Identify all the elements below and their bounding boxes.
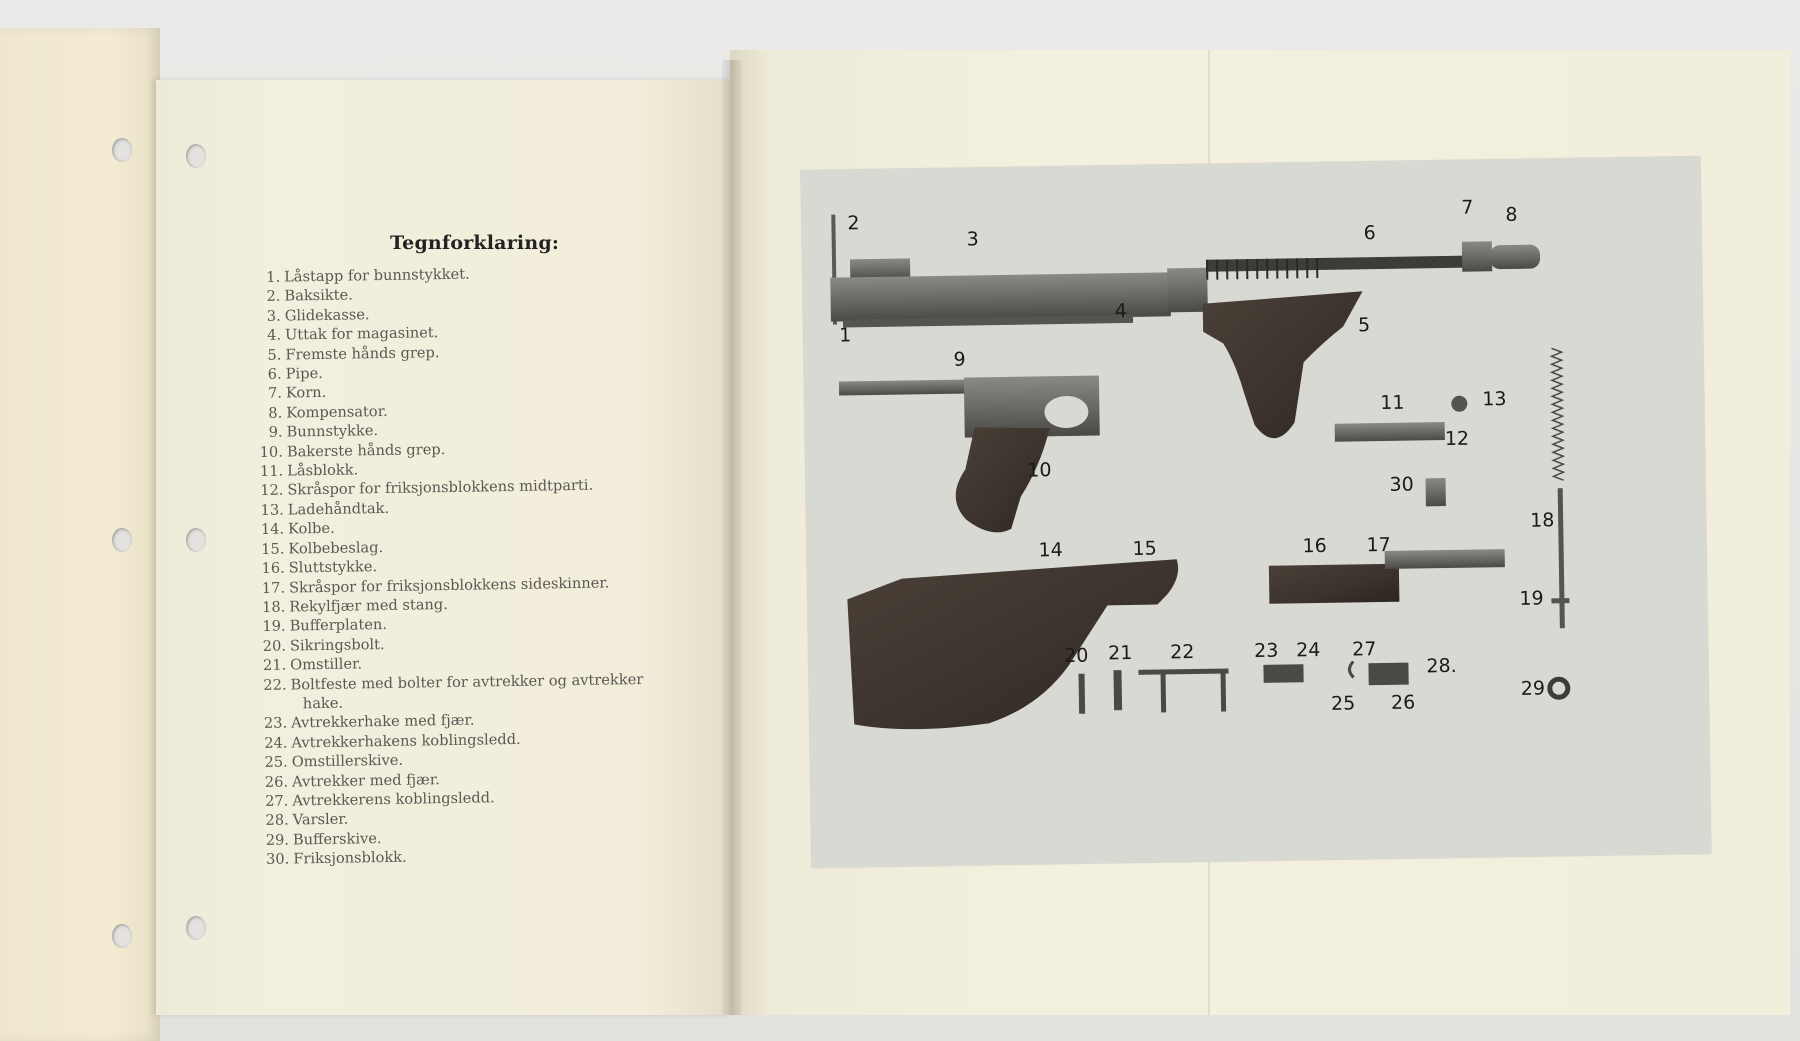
punch-hole	[186, 528, 206, 552]
trigger-parts	[1078, 661, 1409, 714]
legend-item-text: Korn.	[285, 384, 327, 402]
label-8: 8	[1505, 203, 1518, 227]
legend-item-text: Ladehåndtak.	[287, 499, 390, 519]
label-5: 5	[1357, 314, 1371, 337]
receiver-assembly	[829, 204, 1541, 328]
legend-item-number: 3.	[266, 307, 281, 325]
legend-item-text: Sikringsbolt.	[289, 635, 385, 655]
legend-item-number: 22.	[263, 676, 287, 694]
legend-item-text: Fremste hånds grep.	[285, 343, 440, 364]
label-16: 16	[1302, 534, 1327, 558]
legend-item-number: 29.	[265, 831, 290, 849]
legend-item-number: 25.	[264, 753, 288, 772]
legend-item-number: 20.	[262, 637, 287, 655]
legend-item-text: Kompensator.	[286, 402, 388, 422]
legend-item-text: Kolbe.	[287, 520, 335, 538]
legend-item-text: Bufferskive.	[292, 829, 382, 849]
label-27: 27	[1351, 638, 1377, 661]
legend-item-number: 10.	[259, 443, 284, 461]
legend-item-text: Boltfeste med bolter for avtrekker og avtrekker	[290, 670, 644, 694]
label-7: 7	[1461, 196, 1474, 219]
label-2: 2	[847, 212, 860, 235]
friction-block	[1425, 478, 1445, 506]
legend-item-number: 2.	[266, 288, 281, 306]
punch-hole	[112, 528, 132, 552]
label-1: 1	[839, 324, 852, 347]
legend-item-text: Pipe.	[285, 364, 323, 383]
legend-item-number: 13.	[260, 501, 284, 519]
underlying-page-edge	[0, 28, 160, 1041]
legend-item-text: Omstillerskive.	[291, 751, 404, 771]
label-24: 24	[1296, 639, 1321, 662]
legend-item-text: Skråspor for friksjonsblokkens midtparti.	[287, 477, 594, 500]
legend-item-number: 15.	[261, 540, 285, 558]
legend-item-text: Låstapp for bunnstykket.	[284, 265, 470, 286]
legend-item-number: 19.	[262, 617, 286, 636]
legend-item-number: 18.	[261, 598, 286, 616]
legend-item-text: Bufferplaten.	[289, 616, 388, 635]
recoil-spring	[1551, 348, 1563, 480]
label-21: 21	[1108, 641, 1133, 665]
exploded-parts-photo	[801, 156, 1712, 868]
legend-title: Tegnforklaring:	[390, 232, 560, 254]
legend-item-continuation: hake.	[302, 694, 344, 713]
label-13: 13	[1482, 388, 1507, 411]
label-18: 18	[1529, 509, 1555, 532]
legend-list	[256, 261, 725, 870]
book-gutter	[722, 60, 742, 1015]
legend-item-number: 7.	[267, 385, 283, 403]
legend-item-number: 21.	[262, 656, 287, 675]
legend-item-number: 16.	[261, 559, 285, 578]
legend-item-text: Glidekasse.	[284, 306, 370, 325]
parts-illustration	[801, 156, 1712, 868]
legend-item-number: 11.	[259, 462, 284, 481]
cocking-handle	[1451, 396, 1467, 412]
legend-item-number: 24.	[264, 734, 288, 752]
label-17: 17	[1366, 533, 1391, 557]
legend-item-text: Omstiller.	[290, 655, 363, 674]
legend-item-text: Skråspor for friksjonsblokkens sideskinner.	[288, 573, 610, 597]
label-23: 23	[1254, 639, 1279, 663]
label-30: 30	[1389, 473, 1414, 496]
label-11: 11	[1380, 391, 1405, 415]
legend-item-text: Uttak for magasinet.	[284, 324, 439, 344]
legend-item-number: 5.	[267, 346, 282, 364]
label-6: 6	[1363, 222, 1376, 245]
legend-item-number: 8.	[268, 404, 283, 422]
legend-item-text: Varsler.	[292, 810, 349, 829]
lower-frame	[839, 375, 1101, 534]
label-12: 12	[1444, 427, 1470, 451]
label-9: 9	[953, 348, 966, 371]
legend-item-number: 9.	[268, 423, 283, 442]
legend-item-text: Rekylfjær med stang.	[289, 595, 448, 616]
legend-item-text: Friksjonsblokk.	[293, 848, 407, 868]
punch-hole	[112, 138, 132, 162]
legend-item-text: Kolbebeslag.	[288, 538, 384, 558]
label-25: 25	[1330, 692, 1356, 715]
legend-item-number: 4.	[266, 326, 282, 345]
legend-item-number: 23.	[263, 714, 288, 733]
legend-item-text: Avtrekkerens koblingsledd.	[292, 789, 495, 810]
legend-item-number: 26.	[264, 773, 289, 791]
legend-item-number: 12.	[260, 482, 284, 500]
label-28: 28.	[1426, 654, 1457, 678]
legend-item-number: 30.	[265, 850, 290, 869]
bolt-assembly	[1269, 549, 1506, 604]
label-10: 10	[1027, 459, 1052, 482]
legend-item-number: 17.	[261, 579, 286, 597]
front-grip	[1203, 291, 1365, 439]
buffer-disc	[1550, 679, 1568, 697]
legend-item-text: Baksikte.	[284, 286, 353, 305]
legend-item-number: 27.	[265, 792, 289, 810]
label-22: 22	[1170, 640, 1195, 664]
punch-hole	[112, 924, 132, 948]
legend-item-number: 14.	[260, 520, 285, 539]
legend-item-text: Bakerste hånds grep.	[286, 440, 446, 461]
punch-hole	[186, 916, 206, 940]
label-19: 19	[1519, 587, 1544, 610]
label-15: 15	[1132, 537, 1157, 560]
label-26: 26	[1390, 691, 1416, 714]
legend-item-number: 1.	[266, 268, 281, 286]
label-3: 3	[966, 228, 979, 251]
legend-item-text: Avtrekkerhakens koblingsledd.	[291, 730, 521, 752]
legend-item-text: Bunnstykke.	[286, 422, 379, 441]
legend-item-number: 28.	[265, 811, 289, 830]
label-14: 14	[1038, 539, 1063, 562]
legend-item-number: 6.	[267, 365, 282, 383]
label-20: 20	[1064, 644, 1089, 668]
punch-hole	[186, 144, 206, 168]
legend-item-text: Avtrekkerhake med fjær.	[291, 711, 475, 732]
legend-item-text: Låsblokk.	[287, 461, 359, 480]
lock-block	[1335, 422, 1445, 442]
label-4: 4	[1114, 300, 1128, 323]
label-29: 29	[1520, 677, 1546, 700]
legend-item-text: Sluttstykke.	[288, 558, 378, 577]
legend-item-text: Avtrekker med fjær.	[291, 770, 440, 791]
